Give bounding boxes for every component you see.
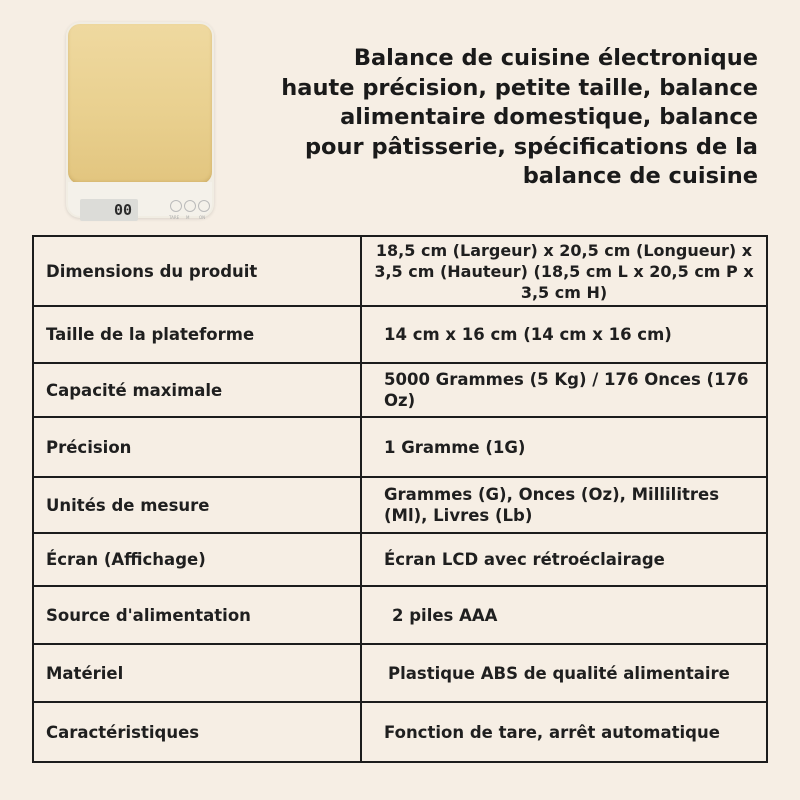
spec-value: 1 Gramme (1G) (361, 417, 767, 477)
spec-value: 14 cm x 16 cm (14 cm x 16 cm) (361, 306, 767, 363)
table-row (33, 306, 767, 363)
spec-label: Écran (Affichage) (33, 533, 361, 586)
scale-power-button (198, 200, 210, 212)
spec-label: Dimensions du produit (33, 236, 361, 306)
table-row (33, 702, 767, 762)
spec-value: Fonction de tare, arrêt automatique (361, 702, 767, 762)
spec-value: 18,5 cm (Largeur) x 20,5 cm (Longueur) x 3,5 cm (Hauteur) (18,5 cm L x 20,5 cm P x 3,5 cm H) (361, 236, 767, 306)
page-title: Balance de cuisine électronique haute précision, petite taille, balance alimentaire domestique, balance pour pâtisserie, spécifications de la balance de cuisine (281, 45, 758, 189)
spec-label: Matériel (33, 644, 361, 702)
spec-label: Unités de mesure (33, 477, 361, 533)
scale-button-label: TARE (169, 215, 180, 220)
scale-mode-button (184, 200, 196, 212)
scale-platform (68, 24, 212, 184)
table-row (33, 236, 767, 306)
spec-label: Taille de la plateforme (33, 306, 361, 363)
spec-label: Caractéristiques (33, 702, 361, 762)
spec-value: Plastique ABS de qualité alimentaire (361, 644, 767, 702)
kitchen-scale-image (66, 22, 214, 218)
scale-button-label: ON (199, 215, 206, 220)
table-row (33, 533, 767, 586)
spec-value: 5000 Grammes (5 Kg) / 176 Onces (176 Oz) (361, 363, 767, 417)
table-row (33, 363, 767, 417)
spec-label: Capacité maximale (33, 363, 361, 417)
scale-lcd-display: 00 (80, 199, 138, 221)
specifications-table (32, 235, 768, 763)
table-row (33, 417, 767, 477)
table-row (33, 477, 767, 533)
spec-value: Écran LCD avec rétroéclairage (361, 533, 767, 586)
table-row (33, 644, 767, 702)
spec-value: 2 piles AAA (361, 586, 767, 644)
spec-label: Source d'alimentation (33, 586, 361, 644)
table-row (33, 586, 767, 644)
scale-button-label: M (186, 215, 190, 220)
spec-label: Précision (33, 417, 361, 477)
spec-value: Grammes (G), Onces (Oz), Millilitres (Ml), Livres (Lb) (361, 477, 767, 533)
scale-tare-button (170, 200, 182, 212)
